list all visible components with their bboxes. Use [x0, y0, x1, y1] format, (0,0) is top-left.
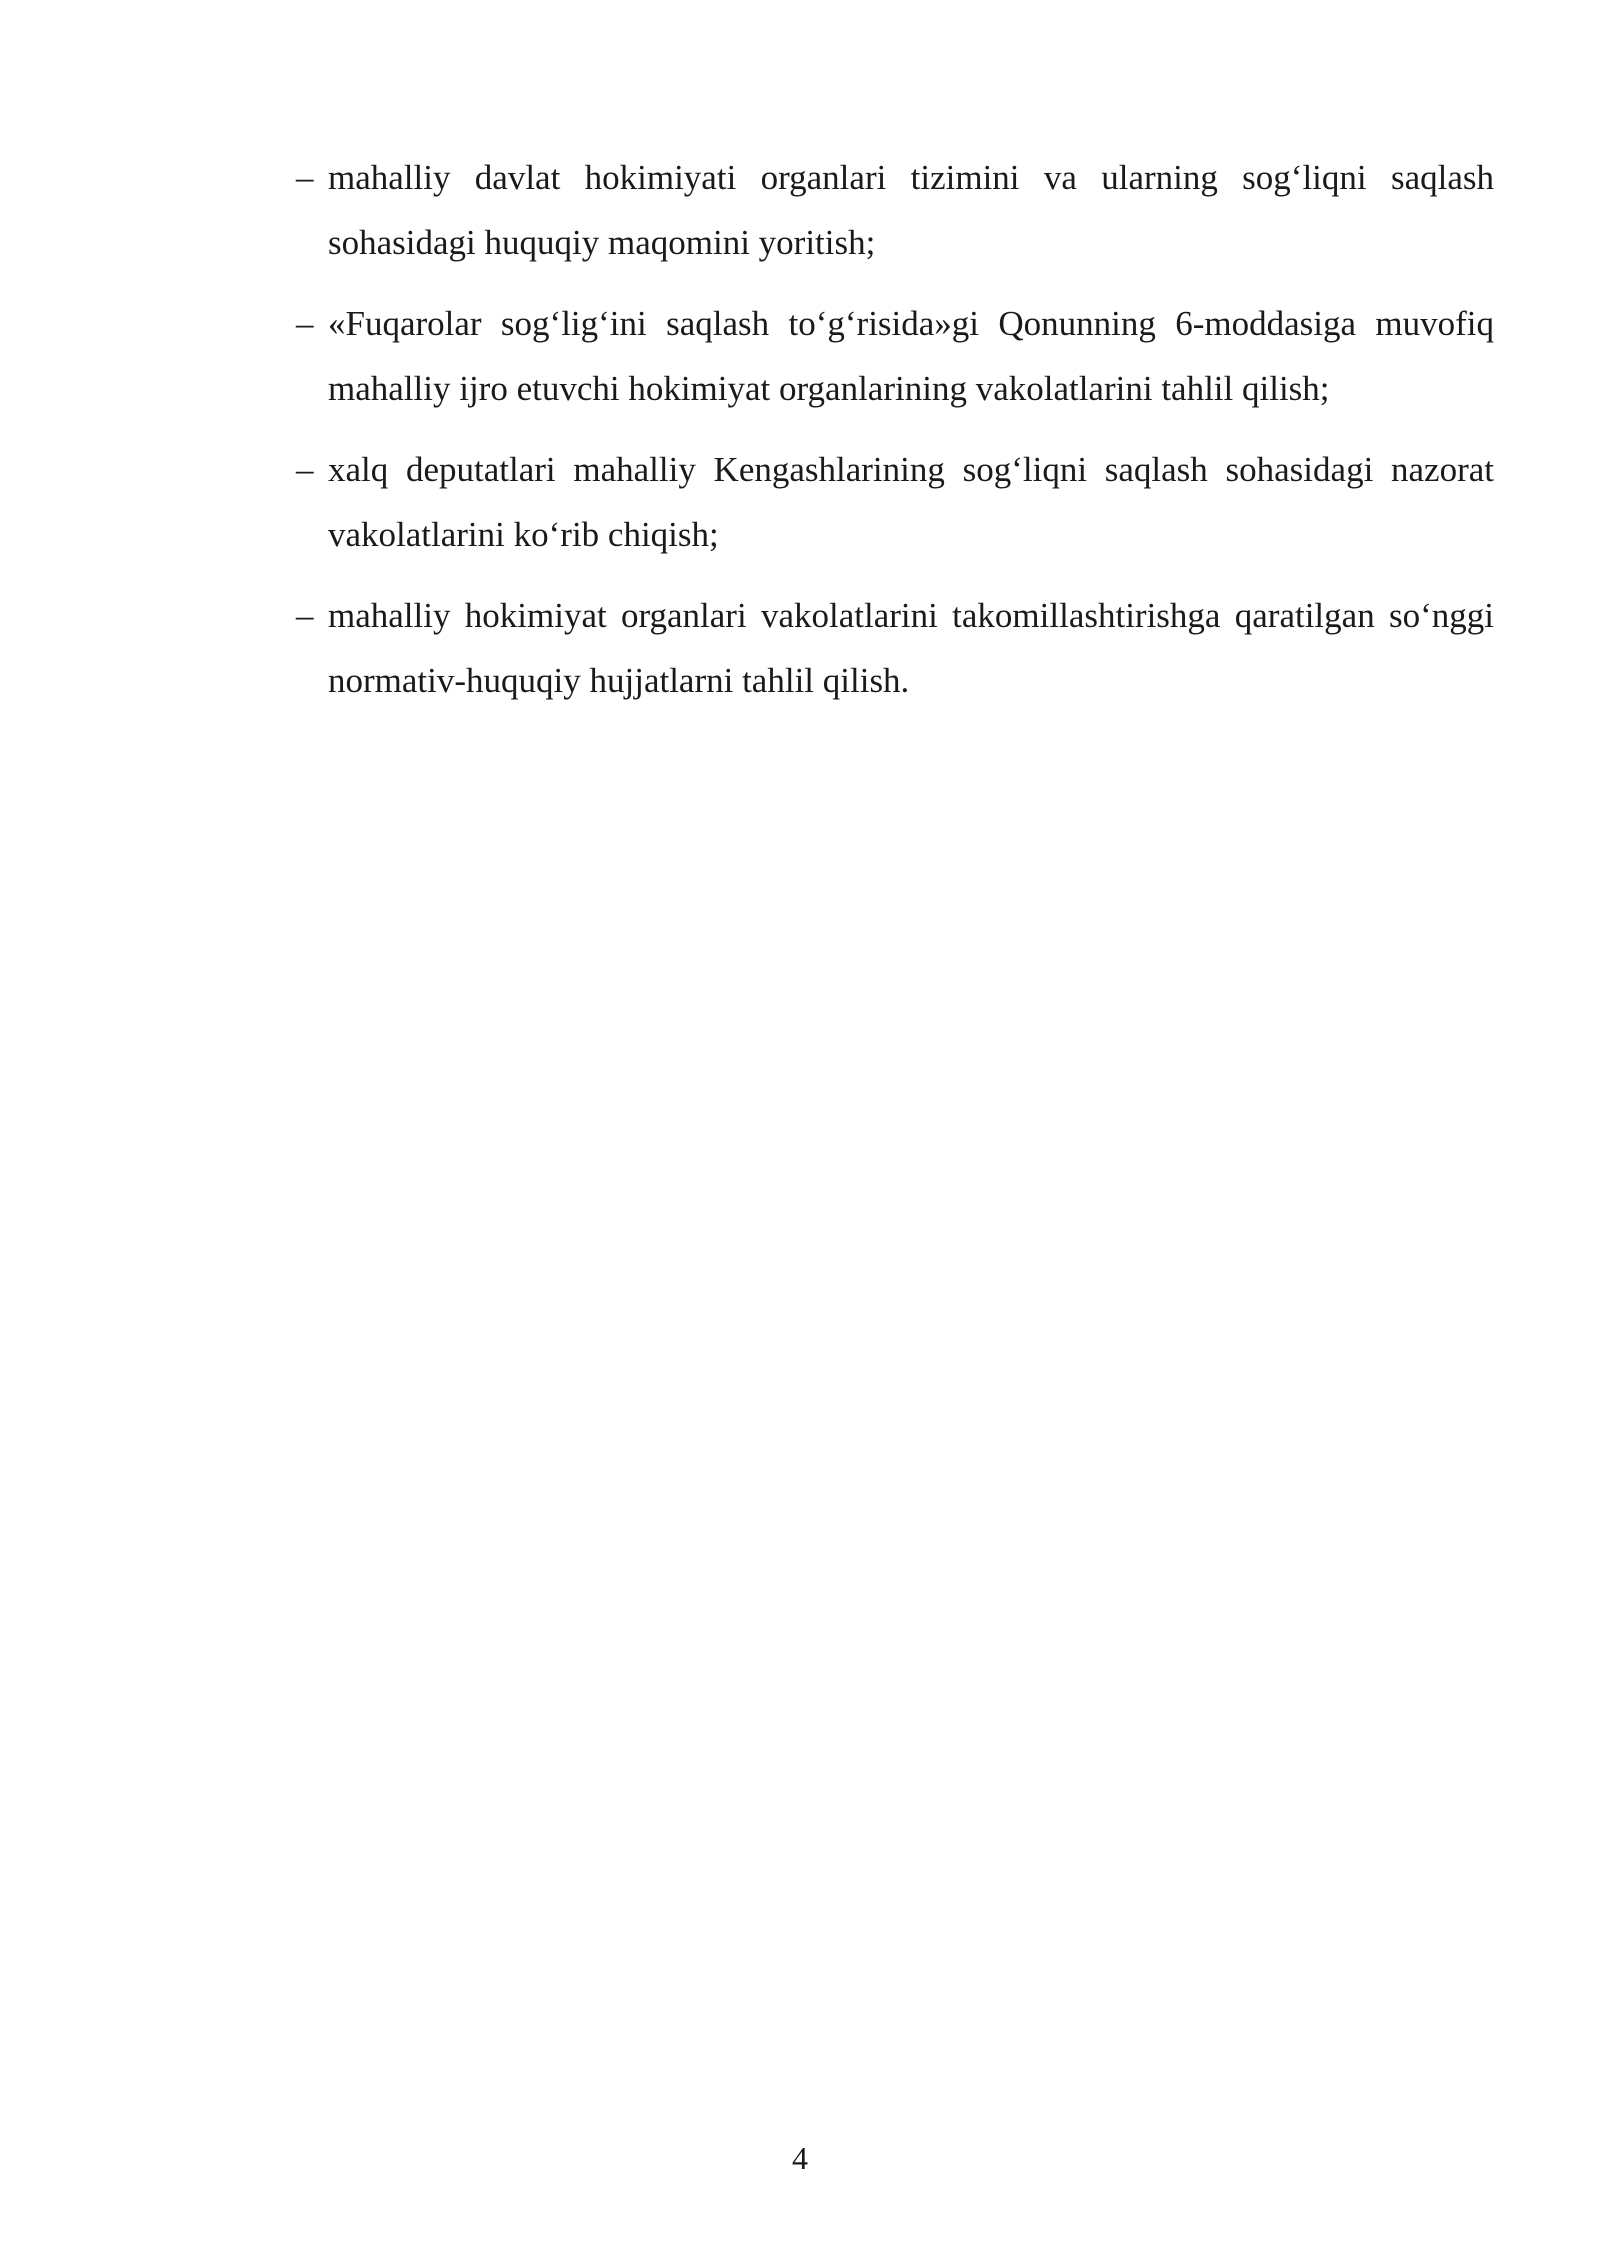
list-item: [296, 437, 1494, 567]
dash-marker: –: [296, 596, 314, 635]
dash-marker: –: [296, 158, 314, 197]
page-number: 4: [792, 2140, 808, 2176]
list-item-text: mahalliy davlat hokimiyati organlari tizimini va ularning sog‘liqni saqlash sohasidagi huquqiy maqomini yoritish;: [328, 158, 1494, 262]
dash-marker: –: [296, 304, 314, 343]
list-item: [296, 291, 1494, 421]
objectives-list: [296, 145, 1494, 729]
list-item: [296, 145, 1494, 275]
list-item-text: «Fuqarolar sog‘lig‘ini saqlash to‘g‘risida»gi Qonunning 6-moddasiga muvofiq mahalliy ijro etuvchi hokimiyat organlarining vakolatlarini tahlil qilish;: [328, 304, 1494, 408]
list-item: [296, 583, 1494, 713]
list-item-text: mahalliy hokimiyat organlari vakolatlarini takomillashtirishga qaratilgan so‘nggi normativ-huquqiy hujjatlarni tahlil qilish.: [328, 596, 1494, 700]
dash-marker: –: [296, 450, 314, 489]
list-item-text: xalq deputatlari mahalliy Kengashlarining sog‘liqni saqlash sohasidagi nazorat vakolatlarini ko‘rib chiqish;: [328, 450, 1494, 554]
